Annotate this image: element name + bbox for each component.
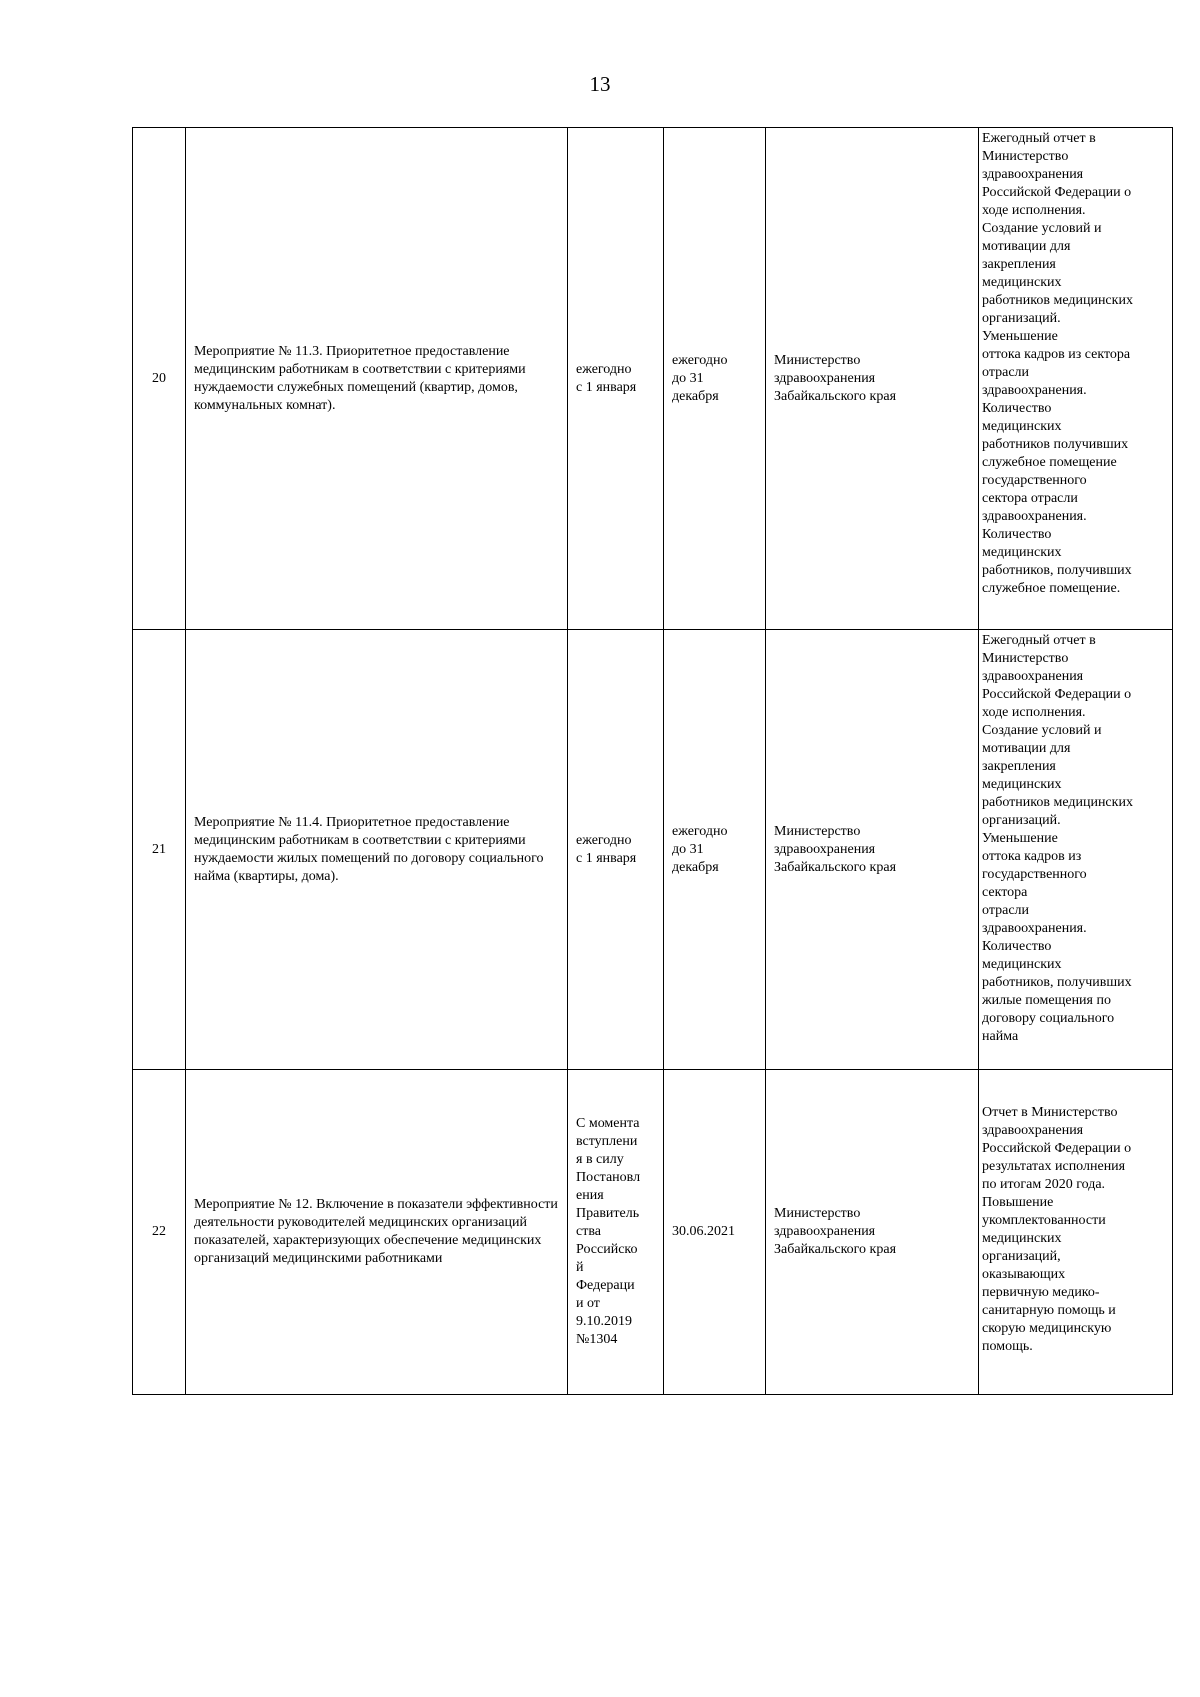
responsible-cell: Министерство здравоохранения Забайкальского края bbox=[766, 1070, 979, 1395]
table-row bbox=[133, 630, 1173, 1070]
responsible-cell: Министерство здравоохранения Забайкальского края bbox=[766, 128, 979, 630]
activities-table bbox=[132, 127, 1173, 1395]
table-row bbox=[133, 128, 1173, 630]
start-date-cell: С момента вступлени я в силу Постановл ения Правитель ства Российско й Федераци и от 9.10.2019 №1304 bbox=[568, 1070, 664, 1395]
end-date-cell: ежегодно до 31 декабря bbox=[664, 128, 766, 630]
row-number: 21 bbox=[133, 630, 186, 1070]
activity-cell: Мероприятие № 11.4. Приоритетное предоставление медицинским работникам в соответствии с критериями нуждаемости жилых помещений по договору социального найма (квартиры, дома). bbox=[186, 630, 568, 1070]
table-row bbox=[133, 1070, 1173, 1395]
result-cell: Ежегодный отчет в Министерство здравоохранения Российской Федерации о ходе исполнения. Создание условий и мотивации для закрепления медицинских работников медицинских организаций. Уменьшение оттока кадров из государственного сектора отрасли здравоохранения. Количество медицинских работников, получивших жилые помещения по договору социального найма bbox=[979, 630, 1173, 1070]
row-number: 22 bbox=[133, 1070, 186, 1395]
activity-cell: Мероприятие № 12. Включение в показатели эффективности деятельности руководителей медицинских организаций показателей, характеризующих обеспечение медицинских организаций медицинскими работниками bbox=[186, 1070, 568, 1395]
end-date-cell: ежегодно до 31 декабря bbox=[664, 630, 766, 1070]
row-number: 20 bbox=[133, 128, 186, 630]
start-date-cell: ежегодно с 1 января bbox=[568, 128, 664, 630]
responsible-cell: Министерство здравоохранения Забайкальского края bbox=[766, 630, 979, 1070]
page-number: 13 bbox=[589, 72, 611, 96]
start-date-cell: ежегодно с 1 января bbox=[568, 630, 664, 1070]
result-cell: Ежегодный отчет в Министерство здравоохранения Российской Федерации о ходе исполнения. Создание условий и мотивации для закрепления медицинских работников медицинских организаций. Уменьшение оттока кадров из сектора отрасли здравоохранения. Количество медицинских работников получивших служебное помещение государственного сектора отрасли здравоохранения. Количество медицинских работников, получивших служебное помещение. bbox=[979, 128, 1173, 630]
result-cell: Отчет в Министерство здравоохранения Российской Федерации о результатах исполнения по итогам 2020 года. Повышение укомплектованности медицинских организаций, оказывающих первичную медико- санитарную помощь и скорую медицинскую помощь. bbox=[979, 1070, 1173, 1395]
activity-cell: Мероприятие № 11.3. Приоритетное предоставление медицинским работникам в соответствии с критериями нуждаемости служебных помещений (квартир, домов, коммунальных комнат). bbox=[186, 128, 568, 630]
end-date-cell: 30.06.2021 bbox=[664, 1070, 766, 1395]
